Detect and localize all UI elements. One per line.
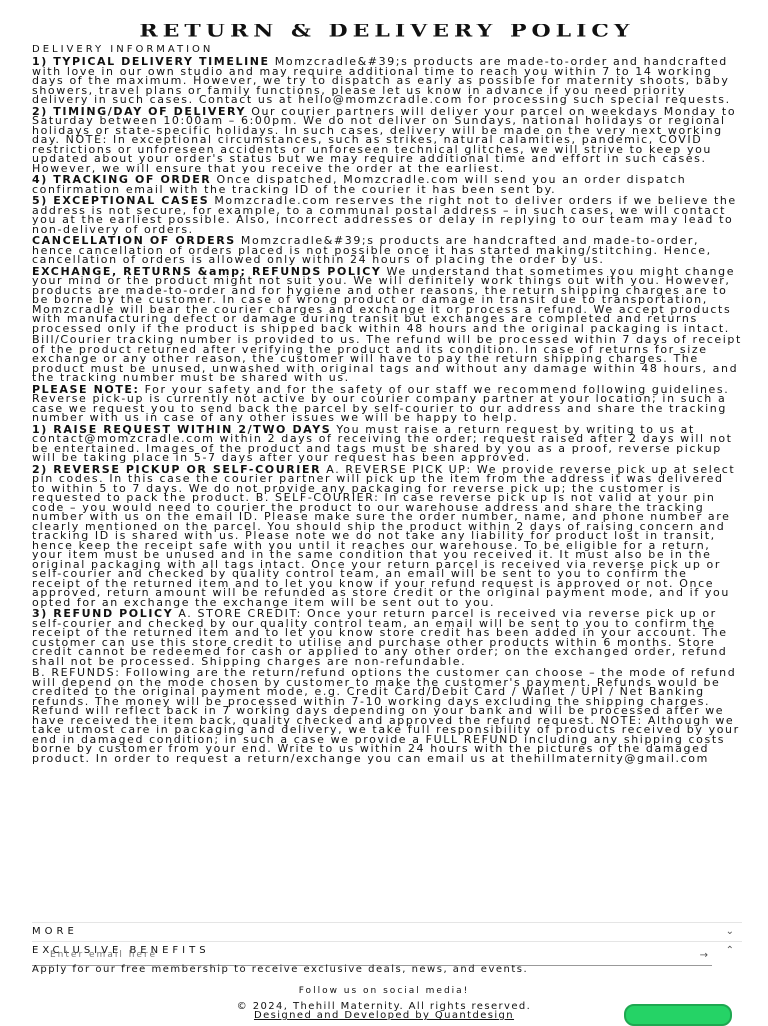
chevron-up-icon: ⌃ — [725, 945, 734, 956]
paragraph-heading: PLEASE NOTE: — [32, 382, 140, 396]
footer-more-label: MORE — [32, 926, 78, 937]
policy-paragraph — [32, 264, 742, 335]
policy-content — [32, 24, 742, 914]
social-heading: Follow us on social media! — [298, 986, 470, 996]
paragraph-body: A. REVERSE PICK UP: We provide reverse pick up at select pin codes. In this case the courier partner will pick up the item from the address it was delivered to within 5 to 7 days. We do not provide any packaging for reverse pick up; the customer is requested to pack the product. B. SELF-COURIER: In case reverse pick up is not valid at your pin code – you would need to courier the product to our warehouse address and share the tracking number with us on the email ID. Please make sure the order number, name, and phone number are clearly mentioned on the parcel. You should ship the product within 2 days of raising concern and tracking ID is shared with us. Please note we do not take any liability for product lost in transit, hence keep the receipt safe with you until it reaches our warehouse. To be eligible for a return, your item must be unused and in the same condition that you received it. It must also be in the original packaging with all tags intact. Once your return parcel is received via reverse pick up or self-courier and checked by quality control team, an email will be sent to you to confirm the receipt of the returned item and to let you know if your refund request is approved or not. Once approved, return amount will be refunded as store credit or the original payment mode, and if you opted for an exchange the exchange item will be sent out to you. — [32, 462, 736, 609]
policy-paragraph — [32, 462, 742, 609]
email-field[interactable] — [32, 950, 650, 960]
paragraph-heading: 2) REVERSE PICKUP OR SELF-COURIER — [32, 462, 322, 476]
policy-paragraph — [32, 175, 742, 194]
copyright-text: © 2024, Thehill Maternity. All rights reserved. — [236, 1001, 532, 1012]
paragraph-heading: 3) REFUND POLICY — [32, 607, 174, 620]
paragraph-heading: CANCELLATION OF ORDERS — [32, 234, 236, 247]
policy-paragraph — [32, 57, 742, 105]
policy-paragraph — [32, 104, 742, 175]
paragraph-heading: 2) TIMING/DAY OF DELIVERY — [32, 104, 247, 118]
membership-text: Apply for our free membership to receive exclusive deals, news, and events. — [32, 964, 529, 975]
policy-paragraph — [32, 382, 742, 424]
paragraph-body: Momzcradle.com reserves the right not to deliver orders if we believe the address is not secure, for example, to a communal postal address – in such cases, we will contact you at the earliest possible. Also, incorrect addresses or delay in replying to our team may lead to non-delivery of orders. — [32, 194, 737, 236]
paragraph-body: A. STORE CREDIT: Once your return parcel is received via reverse pick up or self-courier and checked by our quality control team, an email will be sent to you to confirm the receipt of the returned item and to let you know store credit has been added in your account. The customer can use this store credit to utilise and purchase other products within 6 months. Store credit cannot be redeemed for cash or applied to any other order; on the exchanged order, refund shall not be processed. Shipping charges are non-refundable. — [32, 607, 728, 668]
policy-paragraph — [32, 335, 742, 383]
paragraph-heading: 1) RAISE REQUEST WITHIN 2/TWO DAYS — [32, 422, 332, 436]
paragraph-body: Momzcradle&#39;s products are made-to-order and handcrafted with love in our own studio and may require additional time to reach you within 7 to 14 working days of the maximum. However, we try to dispatch as early as possible for maternity shoots, baby showers, travel plans or family functions, please let us know in advance if you need priority delivery in such cases. Contact us at hello@momzcradle.com for processing such special requests. — [32, 55, 731, 106]
policy-paragraph — [32, 236, 742, 265]
paragraph-body: We understand that sometimes you might change your mind or the product might not suit you. We will definitely work things out with you. However, products are made-to-order and for hygiene and other reasons, the return shipping charges are to be borne by the customer. In case of wrong product or damage in transit due to transportation, Momzcradle will bear the courier charges and exchange it or process a refund. We accept products with manufacturing defect or damage during transit but exchanges are completed and returns processed only if the product is shipped back within 48 hours and the original packaging is intact. — [32, 264, 736, 335]
chevron-down-icon: ⌄ — [725, 926, 734, 937]
section-delivery-label: DELIVERY INFORMATION — [32, 44, 214, 55]
paragraph-body: B. REFUNDS: Following are the return/refund options the customer can choose – the mode of refund will depend on the mode chosen by customer to make the customer's payment. Refunds would be credited to the original payment mode, e.g. Credit Card/Debit Card / Wallet / UPI / Net Banking refunds. The money will be processed within 7-10 working days excluding the shipping charges. Refund will reflect back in 7 working days depending on your bank and will be processed after we have received the item back, quality checked and approved the refund request. NOTE: Although we take utmost care in packaging and delivery, we take full responsibility of products received by your end in damaged condition; in such a case we provide a FULL REFUND including any shipping costs borne by customer from your end. Write to us within 24 hours with the pictures of the damaged product. In order to request a return/exchange you can email us at thehillmaternity@gmail.com — [32, 666, 740, 765]
paragraph-heading: EXCHANGE, RETURNS &amp; REFUNDS POLICY — [32, 264, 382, 278]
policy-paragraph — [32, 609, 742, 666]
page-title: RETURN & DELIVERY POLICY — [139, 24, 635, 42]
policy-paragraph — [32, 668, 742, 763]
credit-link[interactable]: Designed and Developed by Quantdesign — [253, 1010, 515, 1021]
paragraph-heading: 5) EXCEPTIONAL CASES — [32, 194, 210, 207]
paragraph-body: Our courier partners will deliver your parcel on weekdays Monday to Saturday between 10:00am – 6:00pm. We do not deliver on Sundays, national holidays or regional holidays or state-specific holidays. In such cases, delivery will be made on the very next working day. NOTE: In exceptional circumstances, such as strikes, natural calamities, pandemic, COVID restrictions or unforeseen accidents or unforeseen technical glitches, we will strive to keep you updated about your order's status but we may require additional time and effort in such cases. However, we will ensure that you receive the order at the earliest. — [32, 104, 737, 175]
paragraph-body: Momzcradle&#39;s products are handcrafted and made-to-order, hence cancellation of orders placed is not possible once it has started making/stitching. Hence, cancellation of orders is allowed only within 24 hours of placing the order by us. — [32, 234, 712, 266]
footer-benefits-label: EXCLUSIVE BENEFITS — [32, 945, 210, 956]
policy-paragraph — [32, 196, 742, 234]
paragraph-body: Once dispatched, Momzcradle.com will send you an order dispatch confirmation email with the tracking ID of the courier it has been sent by. — [32, 173, 687, 196]
footer-more-row[interactable] — [32, 922, 742, 941]
paragraph-body: For your safety and for the safety of our staff we recommend following guidelines. Reverse pick-up is currently not active by our courier company partner at your location; in such a case we request you to send back the parcel by self-courier to our address and share the tracking number with us in case of any other issues we will be happy to help. — [32, 382, 730, 424]
whatsapp-button[interactable] — [624, 1004, 732, 1026]
policy-paragraphs — [32, 57, 742, 763]
paragraph-body: You must raise a return request by writing to us at contact@momzcradle.com within 2 days of receiving the order; request raised after 2 days will not be entertained. Images of the product and tags must be shared by you as a proof, reverse pickup will be taking place in 5-7 days after your request has been approved. — [32, 422, 733, 464]
policy-paragraph — [32, 422, 742, 464]
paragraph-heading: 1) TYPICAL DELIVERY TIMELINE — [32, 55, 270, 68]
paragraph-heading: 4) TRACKING OF ORDER — [32, 173, 212, 186]
paragraph-body: Bill/Courier tracking number is provided to us. The refund will be processed within 7 days of receipt of the product returned after verifying the product and its condition. In case of returns for size exchange or any other reason, the customer will have to pay the return shipping charges. The product must be unused, unwashed with original tags and without any damage within 48 hours, and the tracking number must be shared with us. — [32, 333, 742, 384]
arrow-right-icon[interactable]: → — [699, 950, 710, 961]
